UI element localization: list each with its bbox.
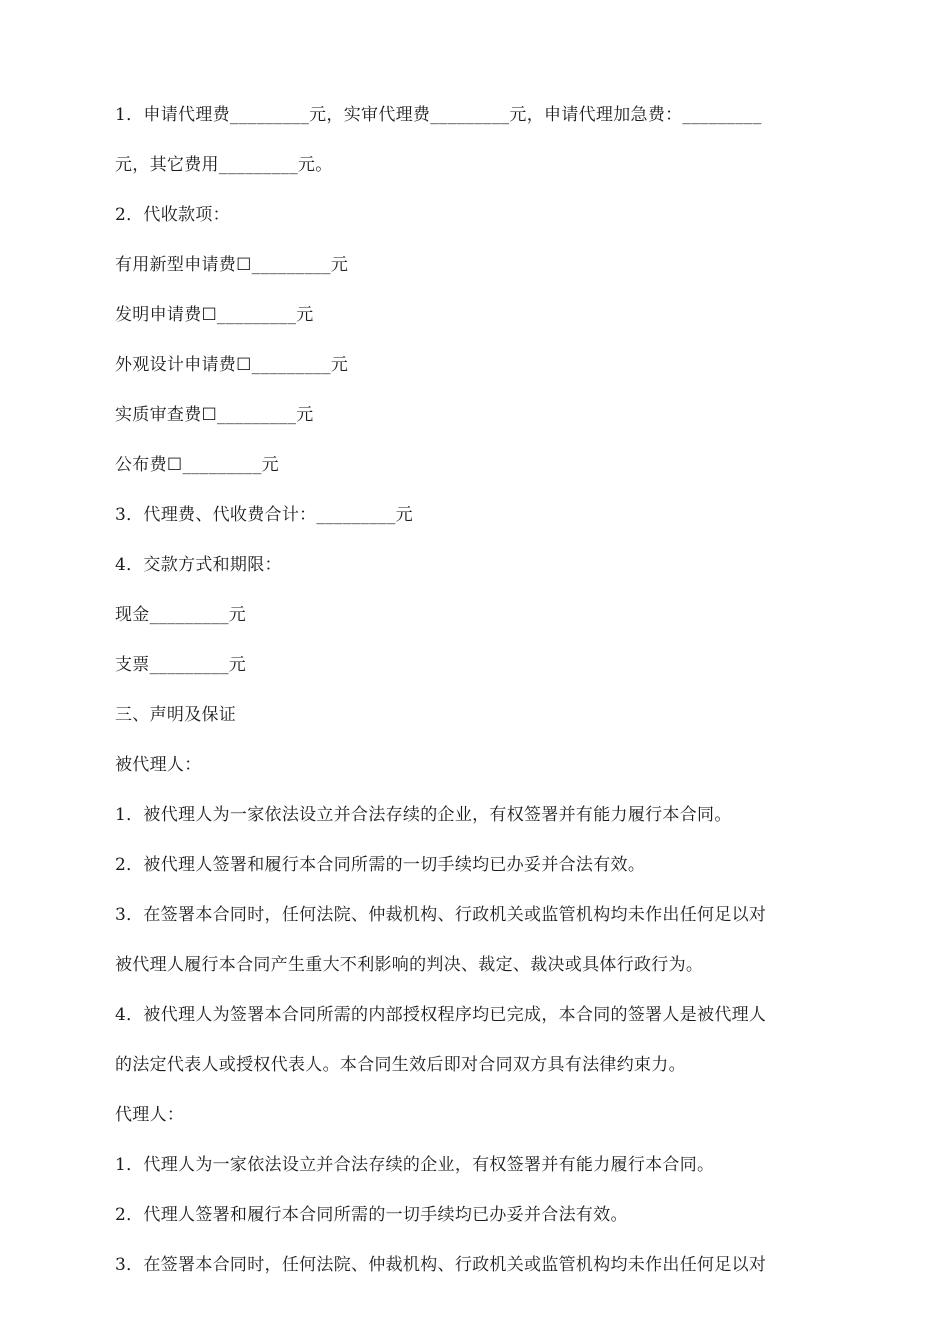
agent-heading: 代理人： xyxy=(115,1105,185,1125)
section-heading-declarations: 三、声明及保证 xyxy=(115,705,237,725)
utility-model-fee: 有用新型申请费☐_________元 xyxy=(115,255,349,275)
cash-payment: 现金_________元 xyxy=(115,605,247,625)
fee-item-line-1: 1．申请代理费_________元，实审代理费_________元，申请代理加急费：_________ xyxy=(115,105,762,125)
agent-clause-3: 3．在签署本合同时，任何法院、仲裁机构、行政机关或监管机构均未作出任何足以对 xyxy=(115,1255,767,1275)
cheque-payment: 支票_________元 xyxy=(115,655,247,675)
principal-clause-1: 1．被代理人为一家依法设立并合法存续的企业，有权签署并有能力履行本合同。 xyxy=(115,805,732,825)
payment-heading: 4．交款方式和期限： xyxy=(115,555,282,575)
publication-fee: 公布费☐_________元 xyxy=(115,455,279,475)
principal-heading: 被代理人： xyxy=(115,755,202,775)
design-fee: 外观设计申请费☐_________元 xyxy=(115,355,349,375)
principal-clause-3: 3．在签署本合同时，任何法院、仲裁机构、行政机关或监管机构均未作出任何足以对 xyxy=(115,905,767,925)
agent-clause-2: 2．代理人签署和履行本合同所需的一切手续均已办妥并合法有效。 xyxy=(115,1205,628,1225)
principal-clause-2: 2．被代理人签署和履行本合同所需的一切手续均已办妥并合法有效。 xyxy=(115,855,646,875)
principal-clause-4: 4．被代理人为签署本合同所需的内部授权程序均已完成，本合同的签署人是被代理人 xyxy=(115,1005,767,1025)
principal-clause-4-cont: 的法定代表人或授权代表人。本合同生效后即对合同双方具有法律约束力。 xyxy=(115,1055,686,1075)
principal-clause-3-cont: 被代理人履行本合同产生重大不利影响的判决、裁定、裁决或具体行政行为。 xyxy=(115,955,704,975)
fee-item-line-2: 元，其它费用_________元。 xyxy=(115,155,333,175)
invention-fee: 发明申请费☐_________元 xyxy=(115,305,314,325)
document-body xyxy=(115,90,845,1290)
agent-clause-1: 1．代理人为一家依法设立并合法存续的企业，有权签署并有能力履行本合同。 xyxy=(115,1155,715,1175)
substantive-exam-fee: 实质审查费☐_________元 xyxy=(115,405,314,425)
collection-heading: 2．代收款项： xyxy=(115,205,230,225)
total-fee: 3．代理费、代收费合计：_________元 xyxy=(115,505,413,525)
